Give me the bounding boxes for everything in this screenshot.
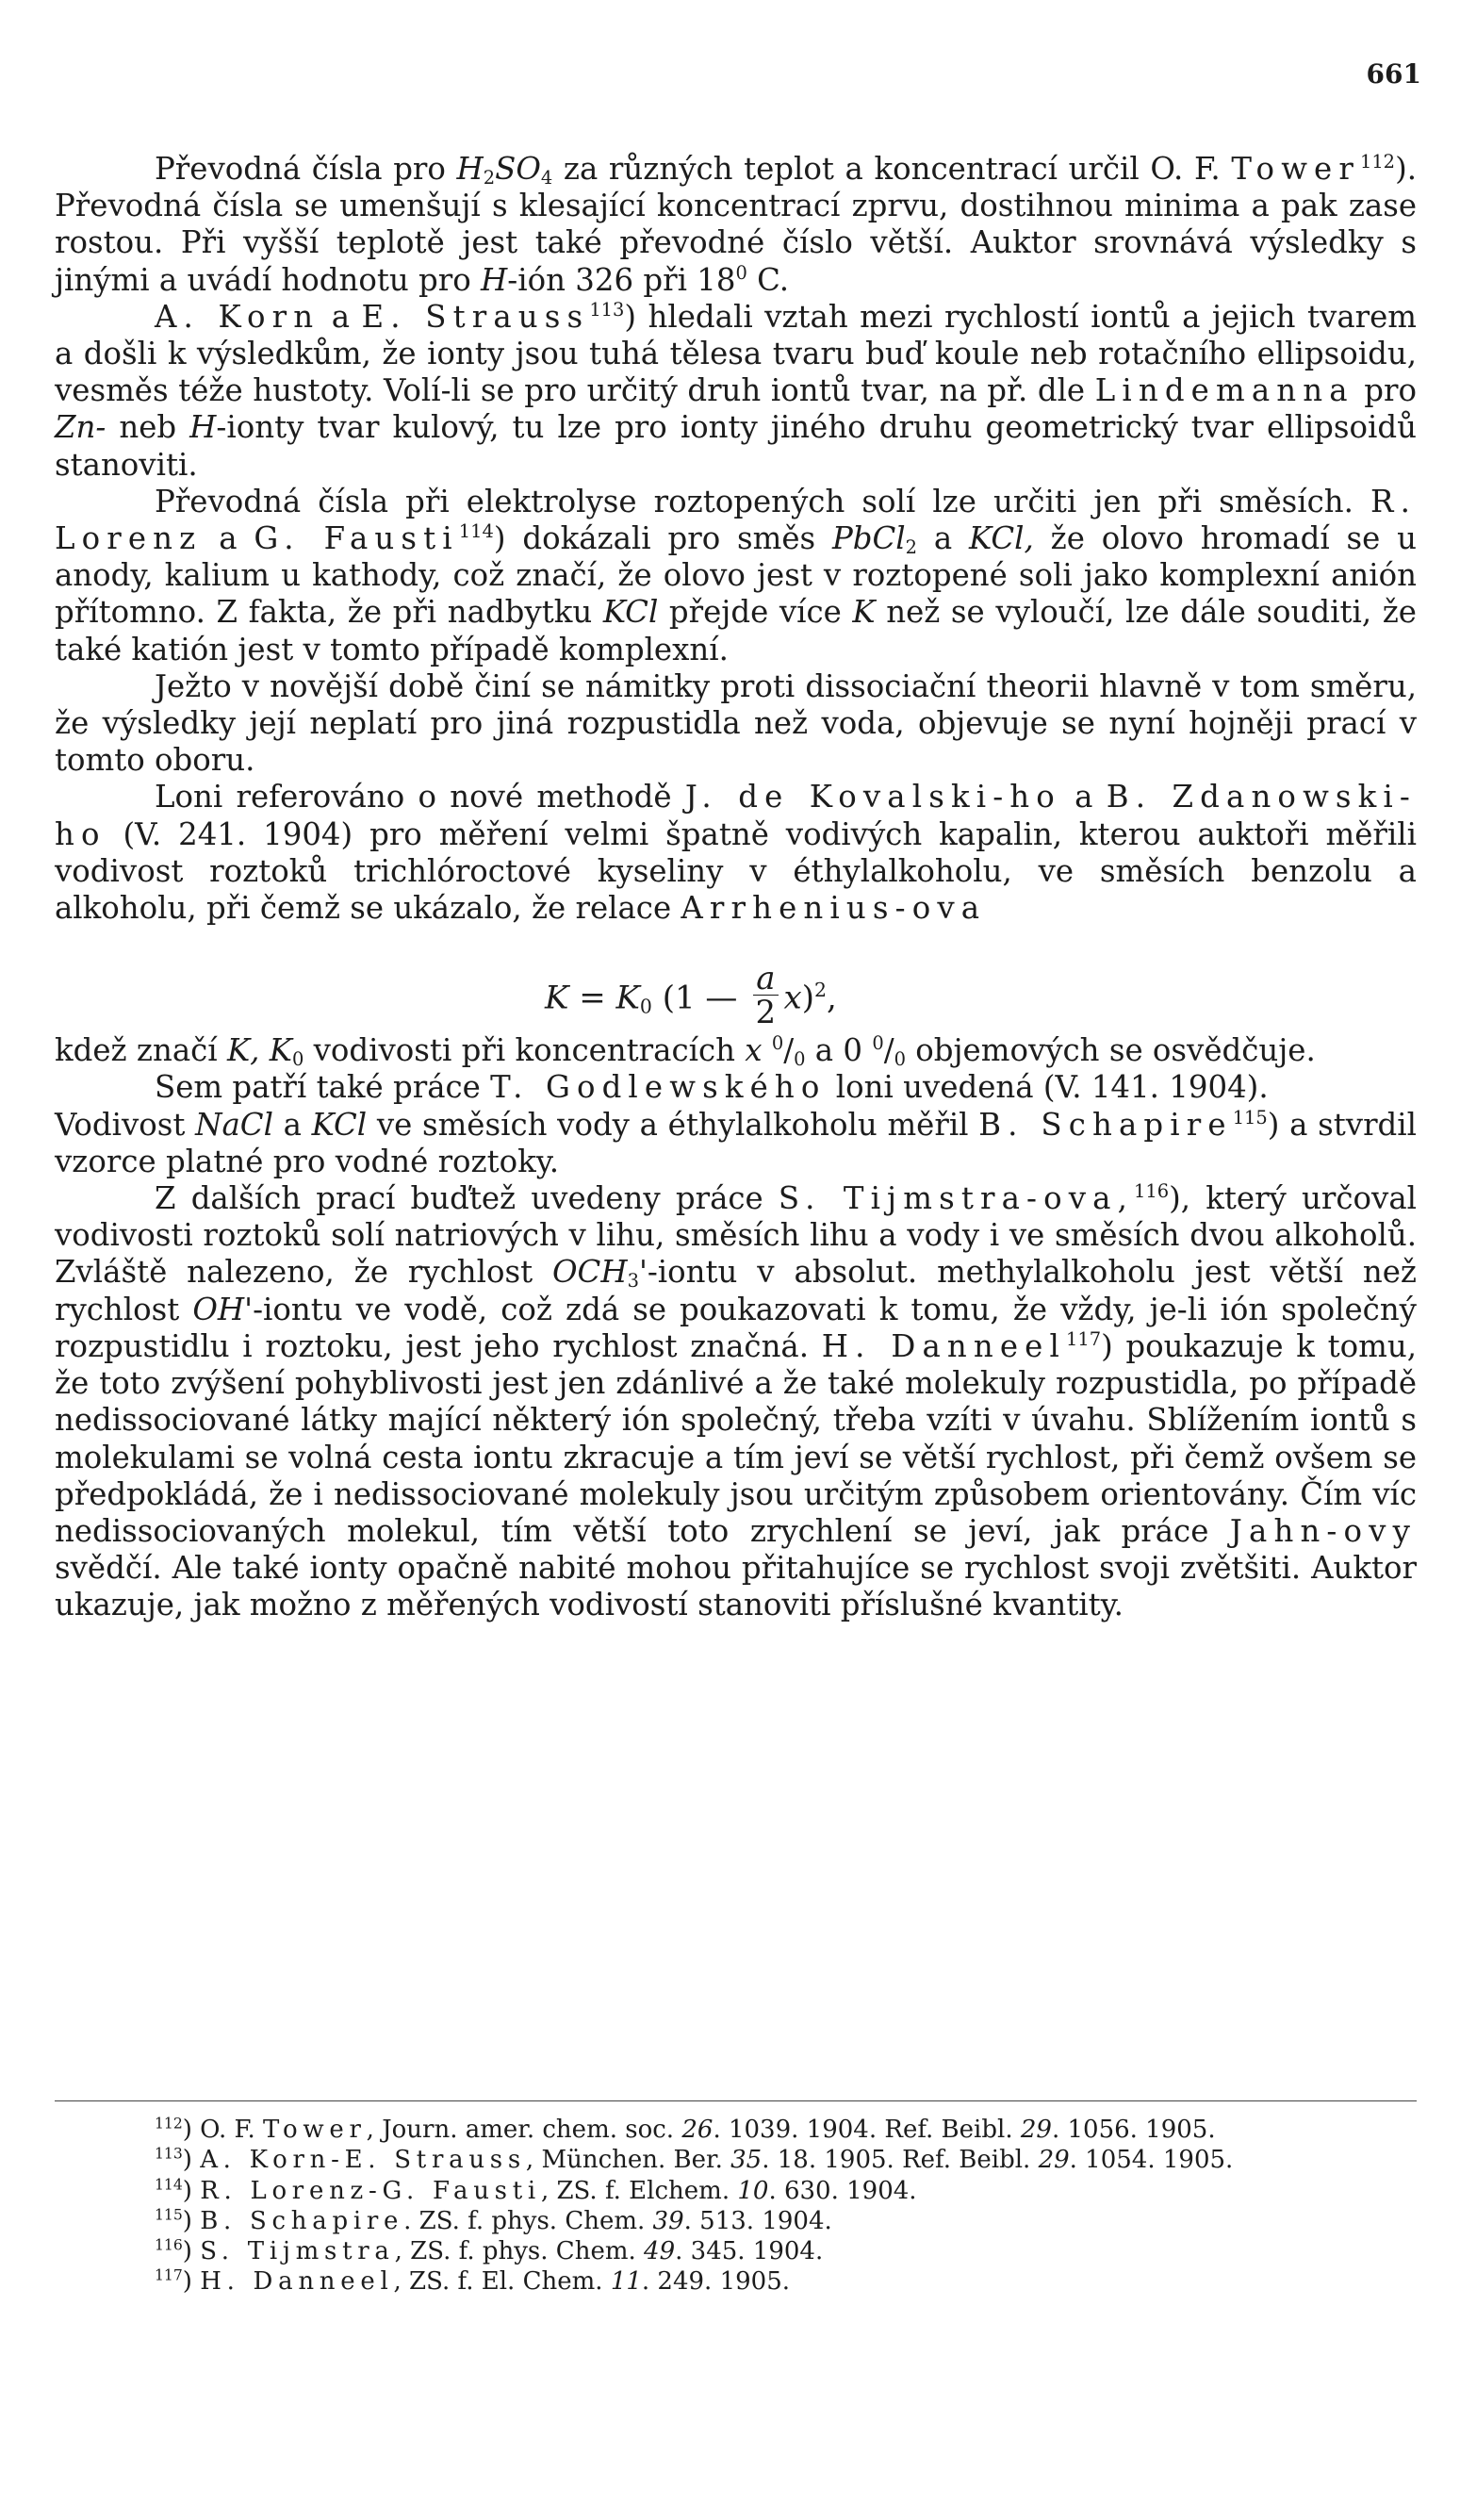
page-number: 661 bbox=[1366, 58, 1421, 90]
footnote-ref: 116 bbox=[1134, 1180, 1170, 1203]
formula: $K = K_0$ (1 — $\frac{a}{2}$ x)$^2$, bbox=[545, 960, 837, 1032]
footnote: $^{112}$) O. F. Tower, Journ. amer. chem. soc. 26. 1039. 1904. Ref. Beibl. 29. 1056. 1905. bbox=[155, 2115, 1216, 2144]
author-name: T. Godlewského bbox=[490, 1069, 827, 1106]
author-name: R. Lorenz bbox=[55, 483, 1417, 557]
footnote: $^{117}$) H. Danneel, ZS. f. El. Chem. 11. 249. 1905. bbox=[155, 2266, 791, 2297]
paragraph-godlewski: Sem patří také práce T. Godlewského loni uvedená (V. 141. 1904). bbox=[155, 1069, 1269, 1106]
body-text bbox=[55, 151, 1417, 1624]
author-name: B. Schapire bbox=[978, 1106, 1233, 1143]
paragraph-schapire: Vodivost NaCl a KCl ve směsích vody a éthylalkoholu měřil B. Schapire$^{115}$) a stvrdil vzorce platné pro vodné roztoky. bbox=[55, 1106, 1417, 1179]
author-name: S. Tijmstra-ova, bbox=[778, 1180, 1135, 1217]
fraction: $\frac{a}{2}$ bbox=[753, 963, 778, 1029]
author-name: Lindemanna bbox=[1094, 372, 1354, 409]
footnote-ref: 113 bbox=[589, 298, 625, 321]
footnote-ref: 114 bbox=[458, 519, 494, 542]
author-name: H. Danneel bbox=[821, 1327, 1066, 1364]
paragraph-kovalski: Loni referováno o nové methodě J. de Kovalski-ho a B. Zdanowski-ho (V. 241. 1904) pro měření velmi špatně vodivých kapalin, kterou auktoři měřili vodivost roztoků trichlóroctové kyseliny v éthylalkoholu, ve směsích benzolu a alkoholu, při čemž se ukázalo, že relace Arrhenius-ova bbox=[55, 779, 1417, 927]
footnotes bbox=[55, 2115, 1417, 2298]
footnote: $^{116}$) S. Tijmstra, ZS. f. phys. Chem. 49. 345. 1904. bbox=[155, 2236, 824, 2266]
paragraph-tijmstra: Z dalších prací buďtež uvedeny práce S. Tijmstra-ova,$^{116}$), který určoval vodivosti roztoků solí natriových v lihu, směsích lihu a vody i ve směsích dvou alkoholů. Zvláště nalezeno, že rychlost $OCH_3'$-iontu v absolut. methylalkoholu jest větší než rychlost OH'-iontu ve vodě, což zdá se poukazovati k tomu, že vždy, je-li ión společný rozpustidlu i roztoku, jest jeho rychlost značná. H. Danneel$^{117}$) poukazuje k tomu, že toto zvýšení pohyblivosti jest jen zdánlivé a že také molekuly rozpustidla, po případě nedissociované látky mající některý ión společný, třeba vzíti v úvahu. Sblížením iontů s molekulami se volná cesta iontu zkracuje a tím jeví se větší rychlost, při čemž ovšem se předpokládá, že i nedissociované molekuly jsou určitým způsobem orientovány. Čím víc nedissociovaných molekul, tím větší toto zrychlení se jeví, jak práce Jahn-ovy svědčí. Ale také ionty opačně nabité mohou přitahujíce se rychlost svoji zvětšiti. Auktor ukazuje, jak možno z měřených vodivostí stanoviti příslušné kvantity. bbox=[55, 1180, 1418, 1623]
author-name: A. Korn bbox=[155, 298, 320, 335]
author-name: J. de Kovalski-ho bbox=[684, 779, 1061, 815]
footnote-ref: 112 bbox=[1359, 150, 1396, 173]
paragraph-korn-strauss: A. Korn a E. Strauss$^{113}$) hledali vztah mezi rychlostí iontů a jejich tvarem a došli k výsledkům, že ionty jsou tuhá tělesa tvaru buď koule neb rotačního ellipsoidu, vesměs téže hustoty. Volí-li se pro určitý druh iontů tvar, na př. dle Lindemanna pro Zn- neb H-ionty tvar kulový, tu lze pro ionty jiného druhu geometrický tvar ellipsoidů stanoviti. bbox=[55, 298, 1418, 483]
author-name: Jahn-ovy bbox=[1229, 1512, 1417, 1549]
footnote: $^{115}$) B. Schapire. ZS. f. phys. Chem. 39. 513. 1904. bbox=[155, 2206, 832, 2235]
footnote-divider bbox=[55, 2100, 1417, 2101]
footnote-ref: 115 bbox=[1232, 1106, 1268, 1128]
author-name: B. Zdanowski-ho bbox=[55, 779, 1417, 852]
formula-block bbox=[55, 927, 1417, 1032]
author-name: Tower bbox=[1231, 151, 1360, 187]
footnote: $^{113}$) A. Korn-E. Strauss, München. Ber. 35. 18. 1905. Ref. Beibl. 29. 1054. 1905. bbox=[155, 2145, 1234, 2175]
footnote-ref: 117 bbox=[1065, 1327, 1102, 1350]
paragraph-lorenz-fausti: Převodná čísla při elektrolyse roztopených solí lze určiti jen při směsích. R. Lorenz a G. Fausti$^{114}$) dokázali pro směs PbCl$_2$ a KCl, že olovo hromadí se u anody, kalium u kathody, což značí, že olovo jest v roztopené soli jako komplexní anión přítomno. Z fakta, že při nadbytku KCl přejde více K než se vyloučí, lze dále souditi, že také katión jest v tomto případě komplexní. bbox=[55, 483, 1417, 667]
footnote: $^{114}$) R. Lorenz-G. Fausti, ZS. f. Elchem. 10. 630. 1904. bbox=[155, 2175, 917, 2205]
paragraph-dissociation: Ježto v novější době činí se námitky proti dissociační theorii hlavně v tom směru, že výsledky její neplatí pro jiná rozpustidla než voda, objevuje se nyní hojněji prací v tomto oboru. bbox=[55, 667, 1417, 779]
author-name: Arrhenius-ova bbox=[681, 890, 987, 927]
paragraph-tower: Převodná čísla pro $H_2SO_4$ za různých teplot a koncentrací určil O. F. Tower$^{112}$). Převodná čísla se umenšují s klesající koncentrací zprvu, dostihnou minima a pak zase rostou. Při vyšší teplotě jest také převodné číslo větší. Auktor srovnává výsledky s jinými a uvádí hodnotu pro H-ión 326 při $18^0$ C. bbox=[55, 150, 1417, 298]
paragraph-formula-desc: kdež značí K, $K_0$ vodivosti při koncentracích x $^0/_0$ a 0 $^0/_0$ objemových se osvědčuje. bbox=[55, 1032, 1316, 1071]
author-name: G. Fausti bbox=[254, 520, 459, 557]
author-name: E. Strauss bbox=[361, 298, 590, 335]
